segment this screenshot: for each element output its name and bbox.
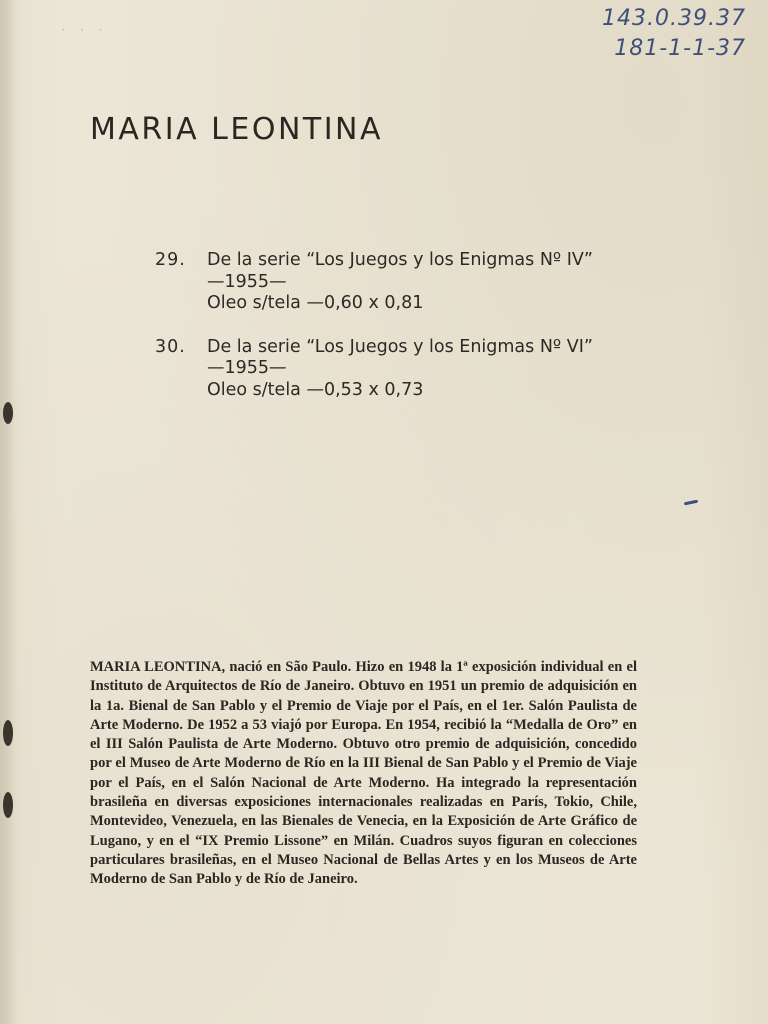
work-title: De la serie “Los Juegos y los Enigmas Nº VI” <box>207 336 593 357</box>
work-medium: Oleo s/tela —0,53 x 0,73 <box>207 379 424 400</box>
work-medium: Oleo s/tela —0,60 x 0,81 <box>207 293 424 313</box>
bio-artist-name: MARIA LEONTINA, <box>90 659 226 675</box>
binding-hole <box>3 792 13 818</box>
pen-mark <box>684 500 698 506</box>
work-year: —1955— <box>207 358 287 378</box>
work-entry <box>155 250 675 315</box>
work-number: 30. <box>155 336 186 357</box>
work-year: —1955— <box>207 271 287 292</box>
handwritten-archive-note <box>566 4 746 64</box>
works-list <box>155 250 675 423</box>
work-title: De la serie “Los Juegos y los Enigmas Nº IV” <box>207 250 593 270</box>
archive-note-line-2: 181-1-1-37 <box>614 36 746 61</box>
page-binding-edge <box>0 0 16 1024</box>
bio-text: nació en São Paulo. Hizo en 1948 la 1ª exposición individual en el Instituto de Arquitectos de Río de Janeiro. Obtuvo en 1951 un premio de adquisición en la 1a. Bienal de San Pablo y el Premio de Viaje por el País, en el 1er. Salón Paulista de Arte Moderno. De 1952 a 53 viajó por Europa. En 1954, recibió la “Medalla de Oro” en el III Salón Paulista de Arte Moderno. Obtuvo otro premio de adquisición, concedido por el Museo de Arte Moderno de Río en la III Bienal de San Pablo y el Premio de Viaje por el País, en el Salón Nacional de Arte Moderno. Ha integrado la representación brasileña en diversas exposiciones internacionales realizadas en París, Tokio, Chile, Montevideo, Venezuela, en las Bienales de Venecia, en la Exposición de Arte Gráfico de Lugano, y en el “IX Premio Lissone” en Milán. Cuadros suyos figuran en colecciones particulares brasileñas, en el Museo Nacional de Bellas Artes y en los Museos de Arte Moderno de San Pablo y de Río de Janeiro. <box>90 659 637 888</box>
binding-hole <box>3 720 13 746</box>
work-entry <box>155 337 675 402</box>
faded-stamp: · · · <box>60 18 107 42</box>
artist-title: MARIA LEONTINA <box>90 112 384 147</box>
artist-biography <box>90 658 637 890</box>
archive-note-line-1: 143.0.39.37 <box>602 6 746 31</box>
work-number: 29. <box>155 250 186 270</box>
binding-hole <box>3 402 13 424</box>
